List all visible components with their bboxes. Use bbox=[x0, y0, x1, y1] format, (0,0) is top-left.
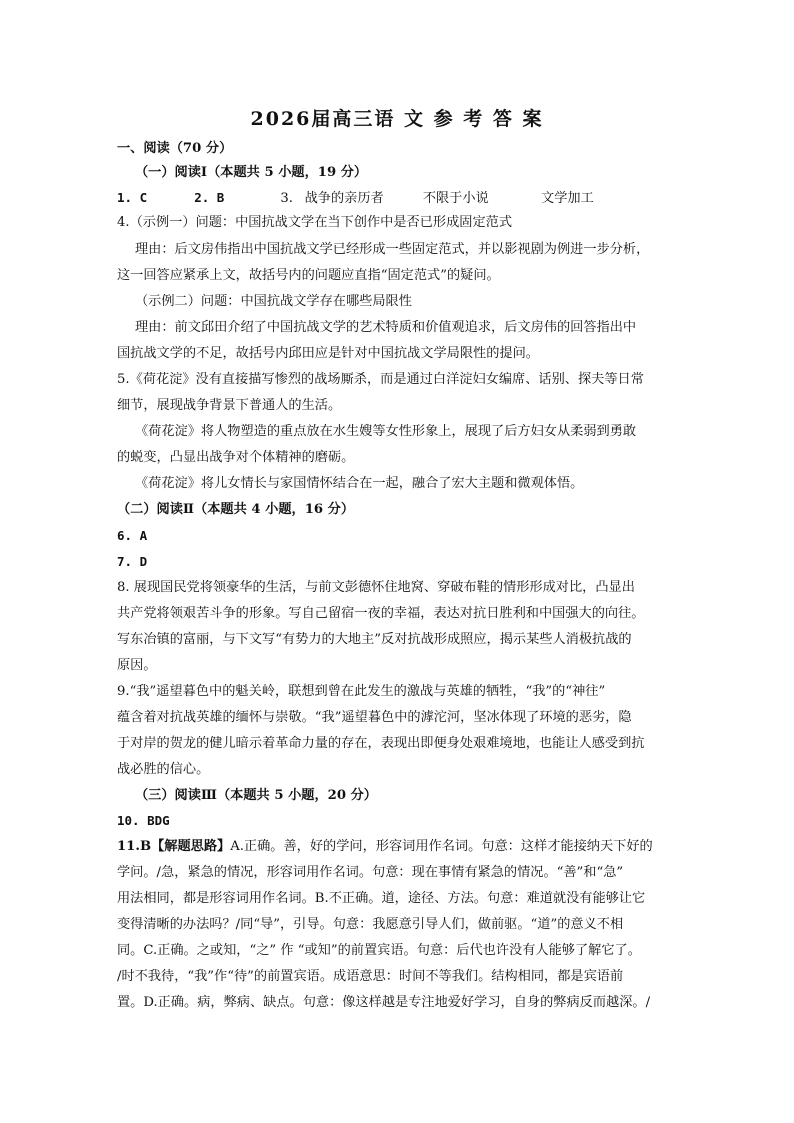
q3-answer-2: 不限于小说 bbox=[422, 191, 489, 206]
q10-answer: 10. BDG bbox=[117, 813, 170, 828]
q5-line1: 5.《荷花淀》没有直接描写惨烈的战场厮杀，而是通过白洋淀妇女编席、话别、探夫等日常 bbox=[117, 372, 644, 387]
q11-line2: 学问。/急，紧急的情况，形容词用作名词。句意：现在事情有紧急的情况。“善”和“急” bbox=[117, 865, 624, 880]
q2-answer: 2. B bbox=[194, 190, 225, 205]
q4-example1-reason-line2: 这一回答应紧承上文，故括号内的问题应直指“固定范式”的疑问。 bbox=[117, 268, 500, 283]
q8-line1: 8. 展现国民党将领豪华的生活，与前文彭德怀住地窝、穿破布鞋的情形形成对比，凸显出 bbox=[117, 580, 635, 595]
q11-line4: 变得清晰的办法吗？/同“导”，引导。句意：我愿意引导人们，做前驱。“道”的意义不相 bbox=[117, 917, 624, 932]
part1-heading: （一）阅读Ⅰ（本题共 5 小题，19 分） bbox=[135, 165, 368, 180]
q8-line3: 写东冶镇的富丽，与下文写“有势力的大地主”反对抗战形成照应，揭示某些人消极抗战的 bbox=[117, 632, 632, 647]
q11-line5: 同。C.正确。之或知，“之” 作 “或知”的前置宾语。句意：后代也许没有人能够了解它了。 bbox=[117, 943, 641, 958]
section-heading: 一、阅读（70 分） bbox=[117, 141, 233, 156]
q3-answer-3: 文学加工 bbox=[541, 191, 594, 206]
q8-line4: 原因。 bbox=[117, 658, 157, 673]
q9-line2: 蕴含着对抗战英雄的缅怀与崇敬。“我”遥望暮色中的滹沱河，坚冰体现了环境的恶劣，隐 bbox=[117, 710, 632, 725]
q9-line1: 9.“我”遥望暮色中的魁关岭，联想到曾在此发生的激战与英雄的牺牲，“我”的“神往” bbox=[117, 684, 606, 699]
q7-answer: 7. D bbox=[117, 554, 148, 569]
q9-line3: 于对岸的贺龙的健儿暗示着革命力量的存在，表现出即便身处艰难境地，也能让人感受到抗 bbox=[117, 736, 645, 751]
q8-line2: 共产党将领艰苦斗争的形象。写自己留宿一夜的幸福，表达对抗日胜利和中国强大的向往。 bbox=[117, 606, 645, 621]
q4-example2-reason-line2: 国抗战文学的不足，故括号内邱田应是针对中国抗战文学局限性的提问。 bbox=[117, 346, 539, 361]
q9-line4: 战必胜的信心。 bbox=[117, 762, 210, 777]
q4-example1-question: 4.（示例一）问题：中国抗战文学在当下创作中是否已形成固定范式 bbox=[117, 215, 513, 230]
q1-answer: 1. C bbox=[117, 190, 148, 205]
q11-line7: 置。D.正确。病，弊病、缺点。句意：像这样越是专注地爱好学习，自身的弊病反而越深。/ bbox=[117, 995, 651, 1010]
q1-3-answers bbox=[117, 188, 594, 209]
part3-heading: （三）阅读Ⅲ（本题共 5 小题，20 分） bbox=[135, 788, 377, 803]
q4-example2-reason-line1: 理由：前文邱田介绍了中国抗战文学的艺术特质和价值观追求，后文房伟的回答指出中 bbox=[135, 320, 637, 335]
part2-heading: （二）阅读Ⅱ（本题共 4 小题，16 分） bbox=[117, 502, 355, 517]
q6-answer: 6. A bbox=[117, 528, 148, 543]
q11-line3: 用法相同，都是形容词用作名词。B.不正确。道，途径、方法。句意：难道就没有能够让它 bbox=[117, 891, 646, 906]
q11-line1-text: A.正确。善，好的学问，形容词用作名词。句意：这样才能接纳天下好的 bbox=[230, 839, 653, 854]
q11-label: 11.B【解题思路】 bbox=[117, 839, 231, 854]
q5-line3: 《荷花淀》将人物塑造的重点放在水生嫂等女性形象上，展现了后方妇女从柔弱到勇敢 bbox=[135, 424, 637, 439]
q3-answer-1: 战争的亲历者 bbox=[304, 191, 384, 206]
q5-line4: 的蜕变，凸显出战争对个体精神的磨砺。 bbox=[117, 450, 355, 465]
q4-example1-reason-line1: 理由：后文房伟指出中国抗战文学已经形成一些固定范式，并以影视剧为例进一步分析， bbox=[135, 242, 650, 257]
page-title: 2026届高三语 文 参 考 答 案 bbox=[250, 108, 544, 130]
q11-line6: /时不我待，“我”作“待”的前置宾语。成语意思：时间不等我们。结构相同，都是宾语前 bbox=[117, 969, 624, 984]
q4-example2-question: （示例二）问题：中国抗战文学存在哪些局限性 bbox=[135, 294, 412, 309]
q3-number: 3. bbox=[280, 191, 293, 206]
q11-line1 bbox=[117, 837, 653, 857]
q5-line2: 细节，展现战争背景下普通人的生活。 bbox=[117, 398, 342, 413]
q5-line5: 《荷花淀》将儿女情长与家国情怀结合在一起，融合了宏大主题和微观体悟。 bbox=[135, 476, 584, 491]
